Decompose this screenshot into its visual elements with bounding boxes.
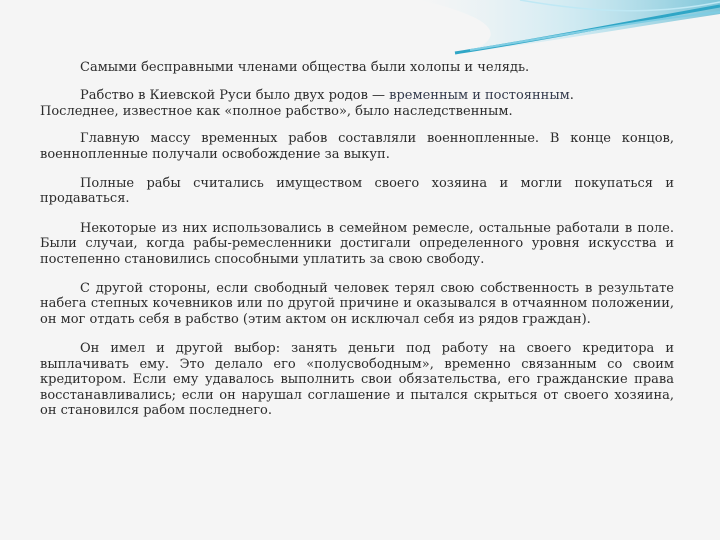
paragraph-text: Главную массу временных рабов составляли военнопленные. В конце концов, военнопленные получали освобождение за выкуп. [40, 131, 674, 162]
paragraph-text: . [569, 88, 574, 104]
paragraph [40, 176, 674, 207]
paragraph [40, 88, 674, 119]
paragraph-text: С другой стороны, если свободный человек терял свою собственность в результате набега степных кочевников или по другой причине и оказывался в отчаянном положении, он мог отдать себя в рабство (этим актом он исключал себя из рядов граждан). [40, 281, 674, 327]
paragraph-text: Он имел и другой выбор: занять деньги под работу на своего кредитора и выплачивать ему. Это делало его «полусвободным», временно связанным со своим кредитором. Если ему удавалось выполнить свои обязательства, его гражданские права восстанавливались; если он нарушал соглашение и пытался скрыться от своего хозяина, он становился рабом последнего. [40, 341, 674, 418]
paragraph-text: Рабство в Киевской Руси было двух родов — [80, 88, 390, 104]
paragraph-text: Последнее, известное как «полное рабство», было наследственным. [40, 103, 513, 119]
paragraph [40, 221, 674, 267]
paragraph [40, 341, 674, 418]
highlight-text: временным и постоянным [389, 88, 570, 104]
paragraph [40, 281, 674, 327]
paragraph [40, 60, 674, 75]
slide-text [40, 60, 674, 432]
paragraph-text: Полные рабы считались имуществом своего хозяина и могли покупаться и продаваться. [40, 176, 674, 207]
paragraph-text: Самыми бесправными членами общества были холопы и челядь. [80, 60, 530, 75]
paragraph [40, 131, 674, 162]
paragraph-text: Некоторые из них использовались в семейном ремесле, остальные работали в поле. Были случаи, когда рабы-ремесленники достигали определенного уровня искусства и постепенно становились способными уплатить за свою свободу. [40, 220, 674, 267]
